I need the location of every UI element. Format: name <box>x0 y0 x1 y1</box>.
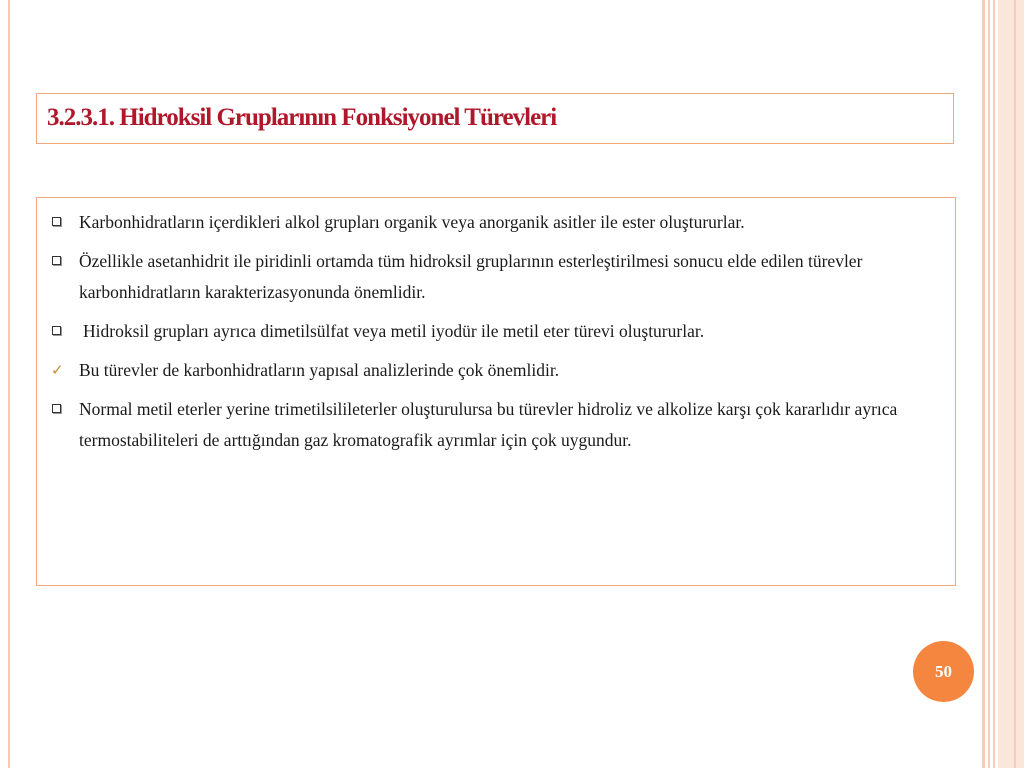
left-decorative-rule <box>8 0 10 768</box>
right-decorative-stripe <box>993 0 995 768</box>
bullet-text: Özellikle asetanhidrit ile piridinli ortamda tüm hidroksil gruplarının esterleştirilmesi sonucu elde edilen türevler karbonhidratların karakterizasyonunda önemlidir. <box>79 251 863 302</box>
square-bullet-icon <box>52 256 61 265</box>
square-bullet-icon <box>52 404 61 413</box>
page-number-badge: 50 <box>913 641 974 702</box>
bullet-item <box>45 316 945 347</box>
content-box <box>36 197 956 586</box>
slide-title: 3.2.3.1. Hidroksil Gruplarının Fonksiyonel Türevleri <box>47 104 557 131</box>
bullet-text: Normal metil eterler yerine trimetilsilileterler oluşturulursa bu türevler hidroliz ve alkolize karşı çok kararlıdır ayrıca termostabiliteleri de arttığından gaz kromatografik ayrımlar için çok uygundur. <box>79 399 898 450</box>
bullet-item <box>45 394 945 456</box>
right-decorative-stripe <box>982 0 985 768</box>
right-decorative-band <box>998 0 1024 768</box>
bullet-text: Bu türevler de karbonhidratların yapısal analizlerinde çok önemlidir. <box>79 360 560 380</box>
title-box <box>36 93 954 144</box>
bullet-item <box>45 207 945 238</box>
bullet-item <box>45 246 945 308</box>
checkmark-icon: ✓ <box>51 361 64 379</box>
bullet-text: Hidroksil grupları ayrıca dimetilsülfat veya metil iyodür ile metil eter türevi oluştururlar. <box>83 321 705 341</box>
right-decorative-stripe <box>1014 0 1016 768</box>
right-decorative-stripe <box>988 0 990 768</box>
bullet-text: Karbonhidratların içerdikleri alkol grupları organik veya anorganik asitler ile ester oluştururlar. <box>79 212 745 232</box>
square-bullet-icon <box>52 326 61 335</box>
bullet-list <box>45 207 945 464</box>
bullet-item <box>45 355 945 386</box>
square-bullet-icon <box>52 217 61 226</box>
